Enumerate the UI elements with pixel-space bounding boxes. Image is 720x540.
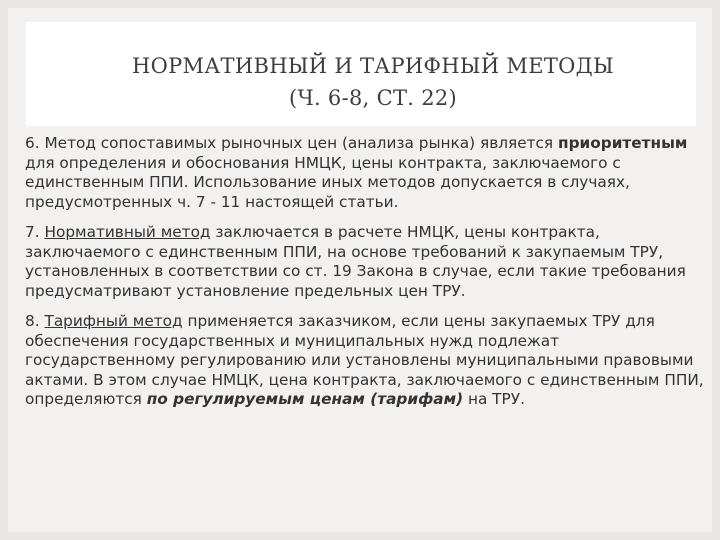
paragraph-8-number: 8.	[25, 312, 45, 330]
paragraph-7	[25, 223, 707, 301]
paragraph-6-text-a: 6. Метод сопоставимых рыночных цен (анализа рынка) является	[25, 134, 558, 152]
paragraph-6	[25, 134, 707, 212]
slide-subtitle: (Ч. 6-8, СТ. 22)	[288, 86, 458, 110]
slide	[8, 8, 712, 532]
paragraph-6-text-b: для определения и обоснования НМЦК, цены контракта, заключаемого с единственным ППИ. Использование иных методов допускается в случаях, предусмотренных ч. 7 - 11 настоящей статьи.	[25, 153, 630, 211]
paragraph-6-bold: приоритетным	[558, 134, 688, 152]
slide-content	[25, 134, 707, 421]
paragraph-8-term: Тарифный метод	[44, 312, 183, 330]
title-box	[26, 22, 696, 126]
paragraph-7-term: Нормативный метод	[44, 223, 211, 241]
paragraph-8	[25, 312, 707, 410]
paragraph-8-end: на ТРУ.	[463, 390, 525, 408]
paragraph-8-text: применяется заказчиком, если цены закупаемых ТРУ для обеспечения государственных и муниципальных нужд подлежат государственному регулированию или установлены муниципальными правовыми актами. В этом случае НМЦК, цена контракта, заключаемого с единственным ППИ, определяются	[25, 312, 704, 408]
slide-title: НОРМАТИВНЫЙ И ТАРИФНЫЙ МЕТОДЫ	[131, 54, 614, 78]
paragraph-8-emphasis: по регулируемым ценам (тарифам)	[146, 390, 464, 408]
paragraph-7-text: заключается в расчете НМЦК, цены контракта, заключаемого с единственным ППИ, на основе требований к закупаемым ТРУ, установленных в соответствии со ст. 19 Закона в случае, если такие требования предусматривают установление предельных цен ТРУ.	[25, 223, 686, 300]
paragraph-7-number: 7.	[25, 223, 45, 241]
